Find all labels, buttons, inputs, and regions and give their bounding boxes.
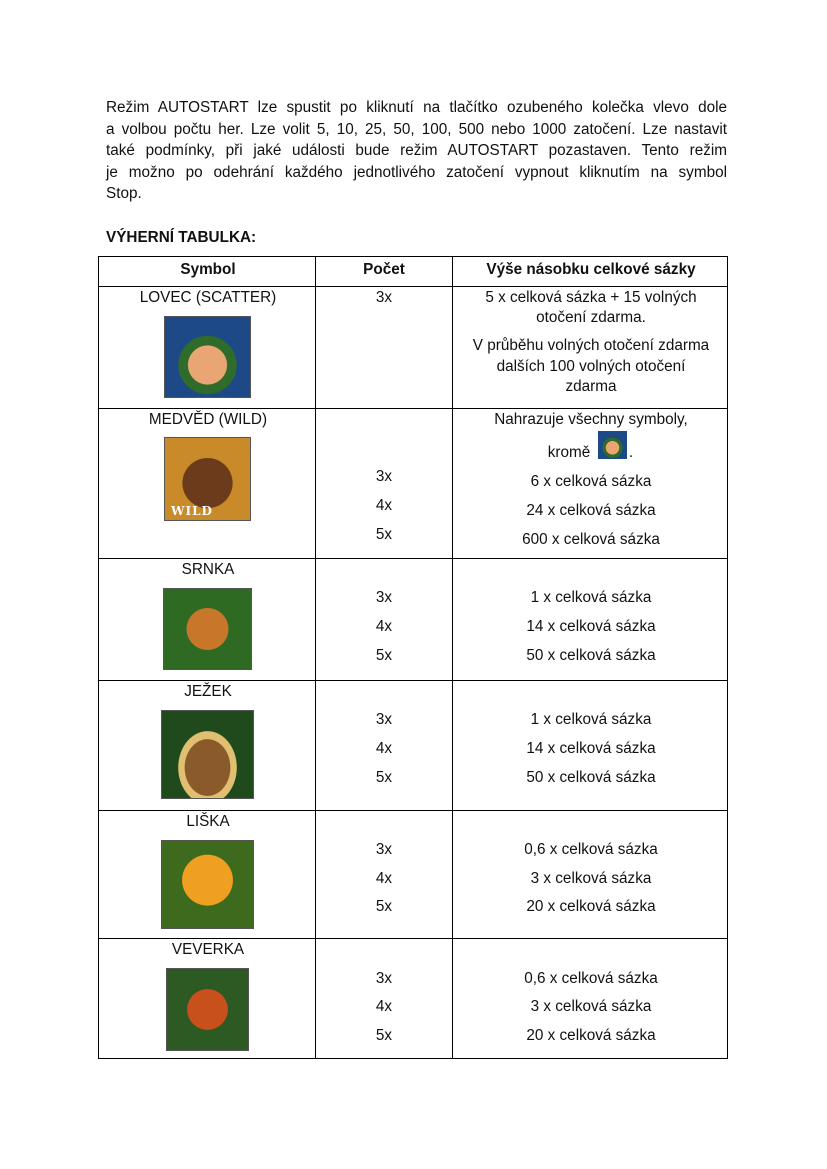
payout-line: 50 x celková sázka [526,769,656,786]
wild-note: Nahrazuje všechny symboly, [494,411,688,428]
payout-line: 20 x celková sázka [526,1027,656,1044]
payout-line: 24 x celková sázka [526,502,656,519]
wild-note: . [628,444,634,461]
symbol-name: SRNKA [181,561,235,578]
payout-line: V průběhu volných otočení zdarma [472,337,710,354]
hedgehog-image [161,710,254,799]
row-divider [99,680,727,681]
intro-paragraph [106,97,727,205]
count: 4x [375,870,393,887]
payout-line: 50 x celková sázka [526,647,656,664]
paragraph-line: Režim AUTOSTART lze spustit po kliknutí na tlačítko ozubeného kolečka vlevo dole [106,99,727,116]
paragraph-line: také podmínky, při jaké události bude režim AUTOSTART pozastaven. Tento režim [106,142,727,160]
count: 3x [375,289,393,306]
row-divider [99,408,727,409]
payout-line: 14 x celková sázka [526,618,656,635]
count: 5x [375,769,393,786]
count: 5x [375,898,393,915]
row-divider [99,810,727,811]
count: 4x [375,618,393,635]
row-divider [99,558,727,559]
payout-line: 5 x celková sázka + 15 volných [485,289,697,306]
symbol-name: LOVEC (SCATTER) [139,289,277,306]
fox-image [161,840,254,929]
deer-image [163,588,252,670]
wild-label: WILD [171,504,213,518]
payout-line: 14 x celková sázka [526,740,656,757]
symbol-name: VEVERKA [171,941,245,958]
count: 3x [375,841,393,858]
count: 3x [375,970,393,987]
header-count: Počet [363,261,405,278]
payout-line: 20 x celková sázka [526,898,656,915]
payout-line: otočení zdarma. [536,309,646,326]
payout-line: 1 x celková sázka [530,589,652,606]
count: 5x [375,647,393,664]
count: 3x [375,589,393,606]
payout-line: 1 x celková sázka [530,711,652,728]
paytable-heading: VÝHERNÍ TABULKA: [106,229,257,246]
bear-image [164,437,251,521]
count: 5x [375,526,393,543]
count: 3x [375,711,393,728]
payout-line: 3 x celková sázka [530,870,652,887]
row-divider [99,938,727,939]
count: 5x [375,1027,393,1044]
payout-line: 3 x celková sázka [530,998,652,1015]
symbol-name: MEDVĚD (WILD) [148,411,268,428]
paragraph-line: a volbou počtu her. Lze volit 5, 10, 25, 50, 100, 500 nebo 1000 zatočení. Lze nastavit [106,120,727,138]
payout-line: zdarma [565,378,617,395]
squirrel-image [166,968,249,1051]
count: 4x [375,497,393,514]
paytable [98,256,728,1059]
wild-note: kromě [547,444,591,461]
header-symbol: Symbol [180,261,236,278]
paragraph-line: je možno po odehrání každého jednotlivého zatočení vypnout kliknutím na symbol [106,163,727,181]
count: 4x [375,998,393,1015]
count: 3x [375,468,393,485]
payout-line: 0,6 x celková sázka [524,841,658,858]
hunter-image [164,316,251,398]
payout-line: dalších 100 volných otočení [496,358,686,375]
payout-line: 6 x celková sázka [530,473,652,490]
header-payout: Výše násobku celkové sázky [486,261,696,278]
payout-line: 600 x celková sázka [522,531,660,548]
paragraph-line: Stop. [106,185,142,203]
count: 4x [375,740,393,757]
symbol-name: LIŠKA [186,813,230,830]
row-divider [99,286,727,287]
hunter-icon [598,431,627,459]
payout-line: 0,6 x celková sázka [524,970,658,987]
symbol-name: JEŽEK [184,683,232,700]
